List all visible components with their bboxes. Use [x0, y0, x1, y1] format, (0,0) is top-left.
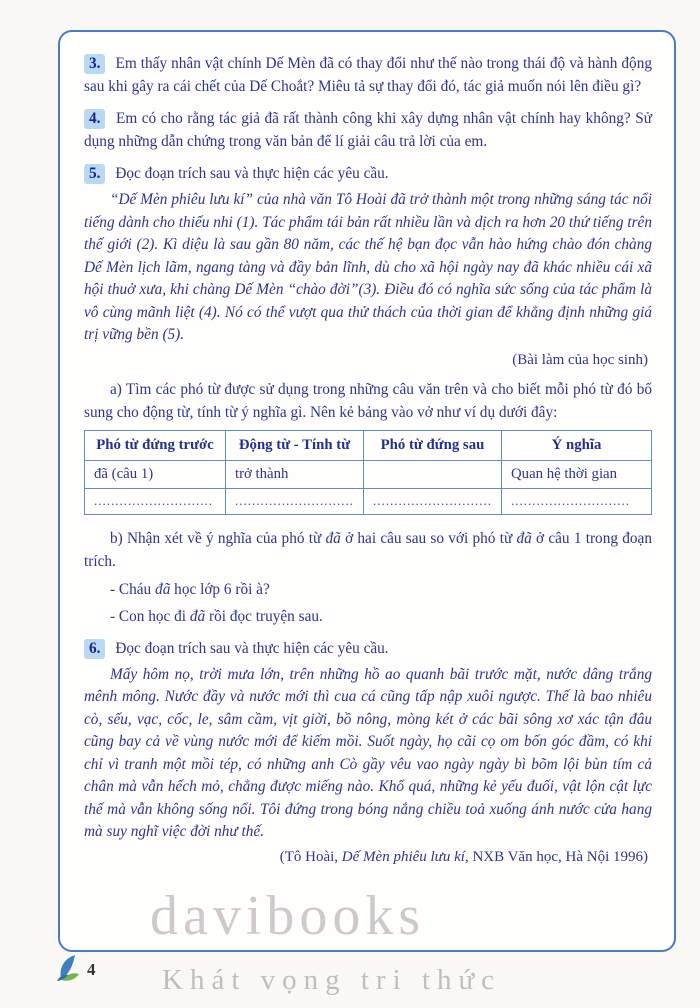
table-header-dong-tu-tinh-tu: Động từ - Tính từ: [225, 430, 363, 460]
table-cell: [363, 460, 501, 488]
exercise-5: [84, 162, 652, 185]
part-b-da-italic: đã: [325, 529, 341, 547]
example-sentence-2: [110, 605, 652, 628]
exercise-3-number: 3.: [84, 54, 105, 74]
exercise-6-source: [84, 846, 648, 868]
watermark-slogan: Khát vọng tri thức: [162, 964, 502, 996]
part-b-text: ở hai câu sau so với phó từ: [340, 529, 517, 547]
table-header-pho-tu-truoc: Phó từ đứng trước: [85, 430, 226, 460]
table-cell: ............................: [225, 488, 363, 514]
table-cell: ............................: [363, 488, 501, 514]
sentence-text: - Con học đi: [110, 607, 190, 625]
exercise-5-number: 5.: [84, 164, 105, 184]
table-cell: ............................: [85, 488, 226, 514]
da-italic: đã: [189, 607, 206, 625]
part-b-text: ở câu 1 trong đoạn trích.: [84, 529, 652, 570]
exercise-6: [84, 637, 652, 660]
table-cell: đã (câu 1): [85, 460, 226, 488]
example-sentence-1: [110, 578, 652, 601]
exercise-4: [84, 107, 652, 153]
page-number: 4: [87, 959, 96, 979]
exercise-5-intro: Đọc đoạn trích sau và thực hiện các yêu cầu.: [115, 165, 389, 182]
exercise-5-part-b: [84, 527, 652, 573]
sentence-text: rồi đọc truyện sau.: [205, 607, 323, 625]
part-b-da-italic: đã: [516, 529, 532, 547]
table-row: [85, 488, 652, 514]
exercise-5-passage: “Dế Mèn phiêu lưu kí” của nhà văn Tô Hoài đã trở thành một trong những sáng tác nổi tiếng dành cho thiếu nhi (1). Tác phẩm tái bản rất nhiều lần và dịch ra hơn 20 thứ tiếng trên thế giới (2). Kì diệu là sau gần 80 năm, các thế hệ bạn đọc vẫn hào hứng chào đón chàng Dế Mèn lịch lãm, ngang tàng và đầy bản lĩnh, dù cho xã hội ngày nay đã khác nhiều cái xã hội thuở xưa, khi chàng Dế Mèn “chào đời”(3). Điều đó có nghĩa sức sống của tác phẩm là vô cùng mãnh liệt (4). Nó có thể vượt qua thử thách của thời gian để khẳng định những giá trị vững bền (5).: [84, 191, 652, 343]
page-content-frame: [58, 30, 676, 952]
exercise-6-intro: Đọc đoạn trích sau và thực hiện các yêu cầu.: [115, 639, 389, 657]
exercise-4-text: Em có cho rằng tác giả đã rất thành công khi xây dựng nhân vật chính hay không? Sử dụng những dẫn chứng trong văn bản để lí giải câu trả lời của em.: [84, 110, 652, 150]
da-italic: đã: [155, 580, 171, 598]
table-header-row: [85, 430, 652, 460]
source-text: (Tô Hoài,: [279, 848, 342, 865]
exercise-5-passage-credit: (Bài làm của học sinh): [512, 351, 648, 368]
exercise-4-number: 4.: [84, 109, 105, 129]
exercise-6-passage: Mấy hôm nọ, trời mưa lớn, trên những hồ ao quanh bãi trước mặt, nước dâng trắng mênh mông. Nước đầy và nước mới thì cua cá cũng tấp nập xuôi ngược. Thế là bao nhiêu cò, sếu, vạc, cốc, le, sâm cầm, vịt giời, bồ nông, mòng két ở các bãi sông xơ xác tận đâu cũng bay cả về vùng nước mới để kiếm mồi. Suốt ngày, họ cãi cọ om bốn góc đầm, có khi chỉ vì tranh một mồi tép, có những anh Cò gầy vêu vao ngày ngày bì bõm lội bùn tím cả chân mà vẫn hếch mỏ, chẳng được miếng nào. Khổ quá, những kẻ yếu đuối, vật lộn cật lực thế mà vẫn không sống nổi. Tôi đứng trong bóng nắng chiều toả xuống ánh nước cửa hang mà suy nghĩ việc đời như thế.: [84, 665, 652, 840]
adverb-analysis-table: [84, 430, 652, 515]
table-header-pho-tu-sau: Phó từ đứng sau: [363, 430, 501, 460]
sentence-text: học lớp 6 rồi à?: [170, 580, 270, 598]
exercise-6-number: 6.: [84, 639, 105, 659]
table-header-y-nghia: Ý nghĩa: [501, 430, 651, 460]
table-cell: Quan hệ thời gian: [501, 460, 651, 488]
table-cell: ............................: [501, 488, 651, 514]
source-text: , NXB Văn học, Hà Nội 1996): [464, 848, 648, 865]
page-footer: [54, 952, 96, 987]
part-b-text: b) Nhận xét về ý nghĩa của phó từ: [110, 529, 326, 547]
exercise-5-part-a: a) Tìm các phó từ được sử dụng trong những câu văn trên và cho biết mỗi phó từ đó bổ sung cho động từ, tính từ ý nghĩa gì. Nên kẻ bảng vào vở như ví dụ dưới đây:: [84, 380, 652, 421]
sentence-text: - Cháu: [110, 580, 156, 598]
leaf-icon: [54, 952, 80, 987]
source-title-italic: Dế Mèn phiêu lưu kí: [341, 848, 465, 865]
table-cell: trở thành: [225, 460, 363, 488]
exercise-3-text: Em thấy nhân vật chính Dế Mèn đã có thay đổi như thế nào trong thái độ và hành động sau khi gây ra cái chết của Dế Choắt? Miêu tả sự thay đổi đó, tác giả muốn nói lên điều gì?: [84, 55, 652, 95]
exercise-3: [84, 52, 652, 98]
watermark-brand: davibooks: [150, 885, 426, 947]
table-row: [85, 460, 652, 488]
